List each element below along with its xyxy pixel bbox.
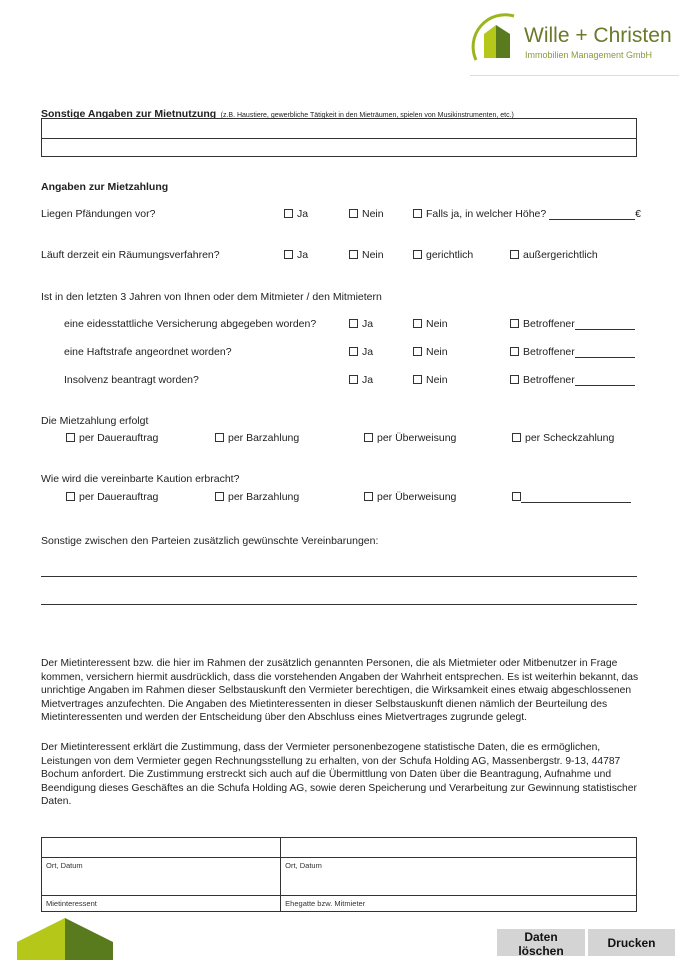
pfaendung-nein-checkbox[interactable]: Nein xyxy=(349,208,384,220)
kaution-ueberweisung-checkbox[interactable]: per Überweisung xyxy=(364,491,456,503)
nein-checkbox[interactable]: Nein xyxy=(413,346,448,358)
logo-name: Wille + Christen xyxy=(524,24,672,47)
pfaendung-amount-input[interactable] xyxy=(549,219,635,220)
kaution-other-input[interactable] xyxy=(521,502,631,503)
zahlung-scheck-checkbox[interactable]: per Scheckzahlung xyxy=(512,432,614,444)
betroffener-checkbox[interactable]: Betroffener xyxy=(510,346,635,358)
zahlung-ueberweisung-checkbox[interactable]: per Überweisung xyxy=(364,432,456,444)
zahlung-label: Die Mietzahlung erfolgt xyxy=(41,415,149,427)
history-item-label: eine Haftstrafe angeordnet worden? xyxy=(64,346,232,358)
vereinbarungen-line-2[interactable] xyxy=(41,604,637,605)
mitmieter-label: Ehegatte bzw. Mitmieter xyxy=(281,896,637,912)
kaution-label: Wie wird die vereinbarte Kaution erbracht? xyxy=(41,473,240,485)
history-intro: Ist in den letzten 3 Jahren von Ihnen oder dem Mitmieter / den Mitmietern xyxy=(41,291,382,303)
raeumung-aussergerichtlich-checkbox[interactable]: außergerichtlich xyxy=(510,249,598,261)
raeumung-nein-checkbox[interactable]: Nein xyxy=(349,249,384,261)
sonstige-input-2[interactable] xyxy=(41,137,637,157)
kaution-barzahlung-checkbox[interactable]: per Barzahlung xyxy=(215,491,299,503)
header-divider xyxy=(470,75,679,76)
vereinbarungen-line-1[interactable] xyxy=(41,576,637,577)
signature-field-right[interactable] xyxy=(281,838,637,858)
signature-table xyxy=(41,837,637,912)
raeumung-label: Läuft derzeit ein Räumungsverfahren? xyxy=(41,249,220,261)
vereinbarungen-label: Sonstige zwischen den Parteien zusätzlich gewünschte Vereinbarungen: xyxy=(41,535,379,547)
history-item-label: Insolvenz beantragt worden? xyxy=(64,374,199,386)
betroffener-checkbox[interactable]: Betroffener xyxy=(510,318,635,330)
kaution-other-checkbox[interactable] xyxy=(512,491,631,503)
raeumung-ja-checkbox[interactable]: Ja xyxy=(284,249,308,261)
logo-house-icon xyxy=(470,12,530,64)
signature-field-left[interactable] xyxy=(42,838,281,858)
raeumung-gerichtlich-checkbox[interactable]: gerichtlich xyxy=(413,249,473,261)
kaution-dauerauftrag-checkbox[interactable]: per Dauerauftrag xyxy=(66,491,158,503)
nein-checkbox[interactable]: Nein xyxy=(413,374,448,386)
print-button[interactable]: Drucken xyxy=(588,929,675,956)
mietzahlung-title: Angaben zur Mietzahlung xyxy=(41,181,169,193)
schufa-paragraph: Der Mietinteressent erklärt die Zustimmung, dass der Vermieter personenbezogene statistische Daten, die es ermöglichen, Leistungen von dem Vermieter gegen Rechnungsstellung zu erhalten, von der Schufa Holding AG, Massenbergstr. 9-13, 44787 Bochum anfordert. Die Zustimmung erstreckt sich auch auf die Übermittlung von Daten über die Beantragung, Aufnahme und Beendigung dieses Geschäftes an die Schufa Holding AG, sowie deren Speicherung und Verarbeitung zur Gewinnung statistischer Daten. xyxy=(41,742,637,808)
ort-datum-left[interactable]: Ort, Datum xyxy=(42,858,281,896)
pfaendung-ja-checkbox[interactable]: Ja xyxy=(284,208,308,220)
nein-checkbox[interactable]: Nein xyxy=(413,318,448,330)
declaration-paragraph: Der Mietinteressent bzw. die hier im Rahmen der zusätzlich genannten Personen, die als Mietmieter oder Mitbenutzer in Frage kommen, versichern hiermit ausdrücklich, dass die vorstehenden Angaben der Wahrheit entsprechen. Es ist weiterhin bekannt, das unrichtige Angaben im Rahmen dieser Selbstauskunft den Vermieter berechtigen, die Wirksamkeit eines etwaig abgeschlossenen Mietvertrages anzufechten. Die Angaben des Mietinteressenten in dieser Selbstauskunft dienen nämlich der Beurteilung des Mietinteressenten und werden der Entscheidung über den Abschluss eines Mietvertrages zugrunde gelegt. xyxy=(41,658,639,724)
pfaendung-falls-checkbox[interactable]: Falls ja, in welcher Höhe? € xyxy=(413,208,641,220)
history-item-label: eine eidesstattliche Versicherung abgegeben worden? xyxy=(64,318,317,330)
clear-data-button[interactable]: Daten löschen xyxy=(497,929,585,956)
sonstige-input-1[interactable] xyxy=(41,118,637,139)
betroffener-checkbox[interactable]: Betroffener xyxy=(510,374,635,386)
logo-subtitle: Immobilien Management GmbH xyxy=(525,50,653,60)
footer-house-icon xyxy=(17,918,113,960)
ja-checkbox[interactable]: Ja xyxy=(349,346,373,358)
ja-checkbox[interactable]: Ja xyxy=(349,374,373,386)
ort-datum-right[interactable]: Ort, Datum xyxy=(281,858,637,896)
zahlung-barzahlung-checkbox[interactable]: per Barzahlung xyxy=(215,432,299,444)
ja-checkbox[interactable]: Ja xyxy=(349,318,373,330)
mietinteressent-label: Mietinteressent xyxy=(42,896,281,912)
zahlung-dauerauftrag-checkbox[interactable]: per Dauerauftrag xyxy=(66,432,158,444)
sonstige-title: Sonstige Angaben zur Mietnutzung xyxy=(41,108,217,120)
sonstige-hint: (z.B. Haustiere, gewerbliche Tätigkeit in den Mieträumen, spielen von Musikinstrumenten, etc.) xyxy=(220,112,514,119)
pfaendung-label: Liegen Pfändungen vor? xyxy=(41,208,156,220)
